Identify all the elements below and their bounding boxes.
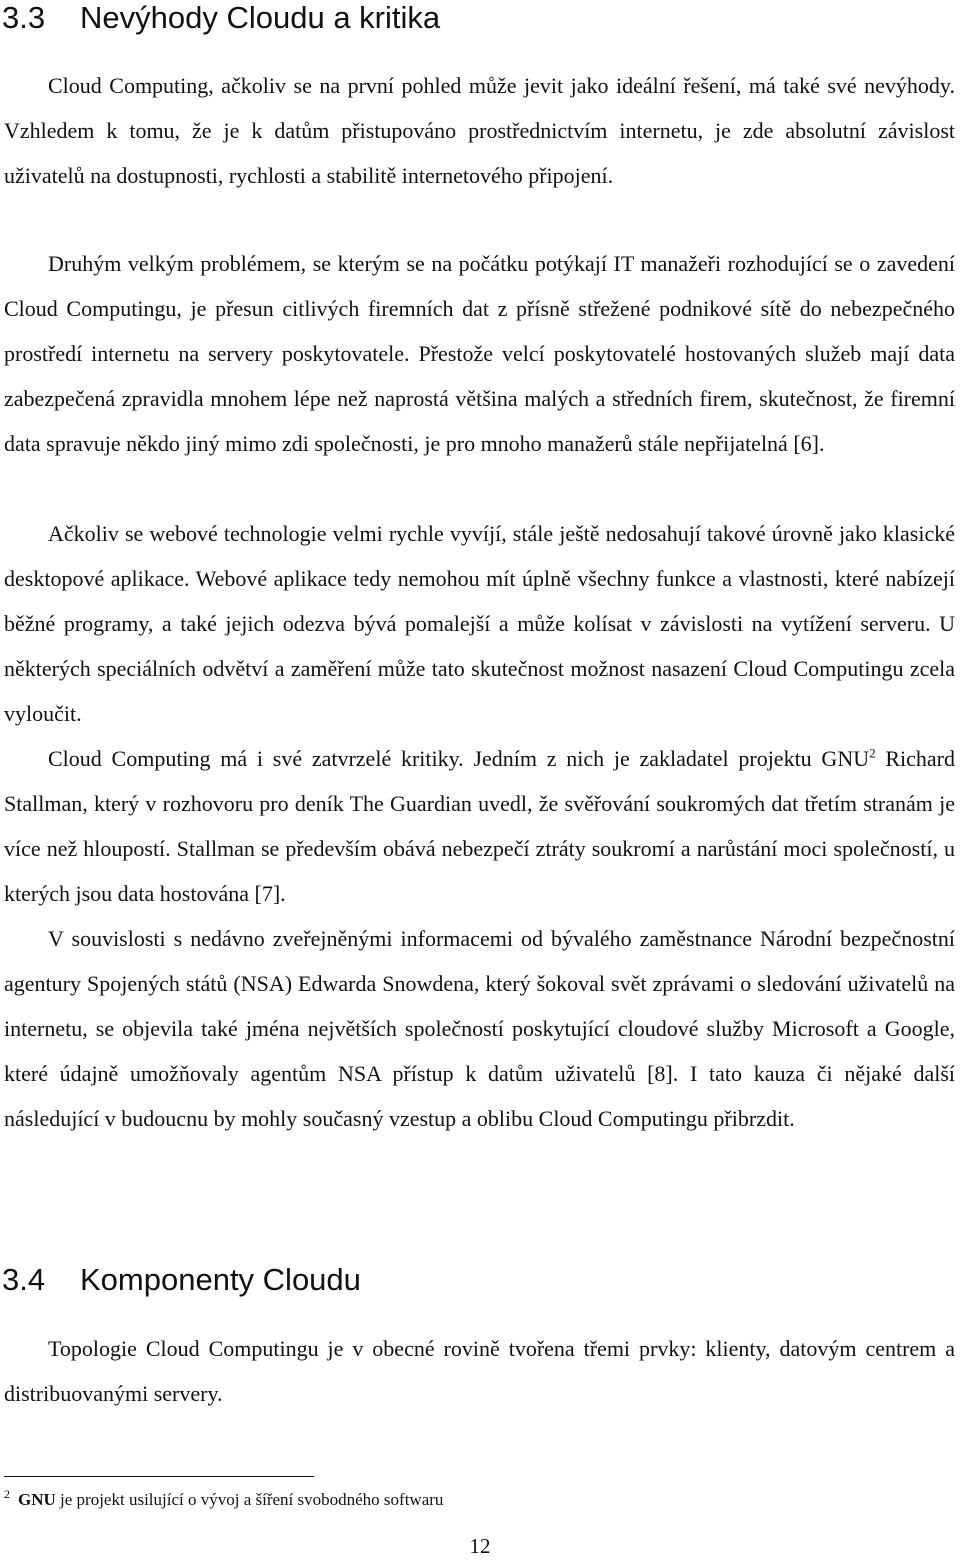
section-heading-3-4 bbox=[2, 1262, 361, 1298]
paragraph-disadvantages-intro: Cloud Computing, ačkoliv se na první pohled může jevit jako ideální řešení, má také své nevýhody. Vzhledem k tomu, že je k datům přistupováno prostřednictvím internetu, je zde absolutní závislost uživatelů na dostupnosti, rychlosti a stabilitě internetového připojení. bbox=[4, 73, 955, 188]
paragraph-critics bbox=[4, 736, 955, 916]
footnote-term: GNU bbox=[18, 1490, 56, 1509]
paragraph-critics-text-start: Cloud Computing má i své zatvrzelé kritiky. Jedním z nich je zakladatel projektu GNU bbox=[48, 746, 870, 771]
paragraph-nsa-snowden: V souvislosti s nedávno zveřejněnými informacemi od bývalého zaměstnance Národní bezpečnostní agentury Spojených států (NSA) Edwarda Snowdena, který šokoval svět zprávami o sledování uživatelů na internetu, se objevila také jména největších společností poskytující cloudové služby Microsoft a Google, které údajně umožňovaly agentům NSA přístup k datům uživatelů [8]. I tato kauza či nějaké další následující v budoucnu by mohly současný vzestup a oblibu Cloud Computingu přibrzdit. bbox=[4, 926, 955, 1131]
footnote bbox=[4, 1488, 443, 1512]
paragraph-critics-text-end: Richard Stallman, který v rozhovoru pro deník The Guardian uvedl, že svěřování soukromých dat třetím stranám je více než hloupostí. Stallman se především obává nebezpečí ztráty soukromí a narůstání moci společností, u kterých jsou data hostována [7]. bbox=[4, 746, 955, 906]
section-title: Komponenty Cloudu bbox=[80, 1262, 361, 1297]
section-number: 3.3 bbox=[2, 0, 46, 35]
footnote-reference: 2 bbox=[869, 745, 876, 761]
footnote-text: je projekt usilující o vývoj a šíření svobodného softwaru bbox=[55, 1490, 444, 1509]
section-heading-3-3 bbox=[2, 0, 440, 36]
paragraph-web-technologies: Ačkoliv se webové technologie velmi rychle vyvíjí, stále ještě nedosahují takové úrovně jako klasické desktopové aplikace. Webové aplikace tedy nemohou mít úplně všechny funkce a vlastnosti, které nabízejí běžné programy, a také jejich odezva bývá pomalejší a může kolísat v závislosti na vytížení serveru. U některých speciálních odvětví a zaměření může tato skutečnost možnost nasazení Cloud Computingu zcela vyloučit. bbox=[4, 521, 955, 726]
paragraph-cloud-topology: Topologie Cloud Computingu je v obecné rovině tvořena třemi prvky: klienty, datovým centrem a distribuovanými servery. bbox=[4, 1336, 955, 1406]
page-number: 12 bbox=[469, 1534, 491, 1558]
section-number: 3.4 bbox=[2, 1262, 46, 1297]
footnote-number: 2 bbox=[4, 1487, 10, 1502]
section-title: Nevýhody Cloudu a kritika bbox=[80, 0, 441, 35]
footnote-divider bbox=[4, 1476, 314, 1477]
paragraph-data-security: Druhým velkým problémem, se kterým se na počátku potýkají IT manažeři rozhodující se o zavedení Cloud Computingu, je přesun citlivých firemních dat z přísně střežené podnikové sítě do nebezpečného prostředí internetu na servery poskytovatele. Přestože velcí poskytovatelé hostovaných služeb mají data zabezpečená zpravidla mnohem lépe než naprostá většina malých a středních firem, skutečnost, že firemní data spravuje někdo jiný mimo zdi společnosti, je pro mnoho manažerů stále nepřijatelná [6]. bbox=[4, 251, 955, 456]
